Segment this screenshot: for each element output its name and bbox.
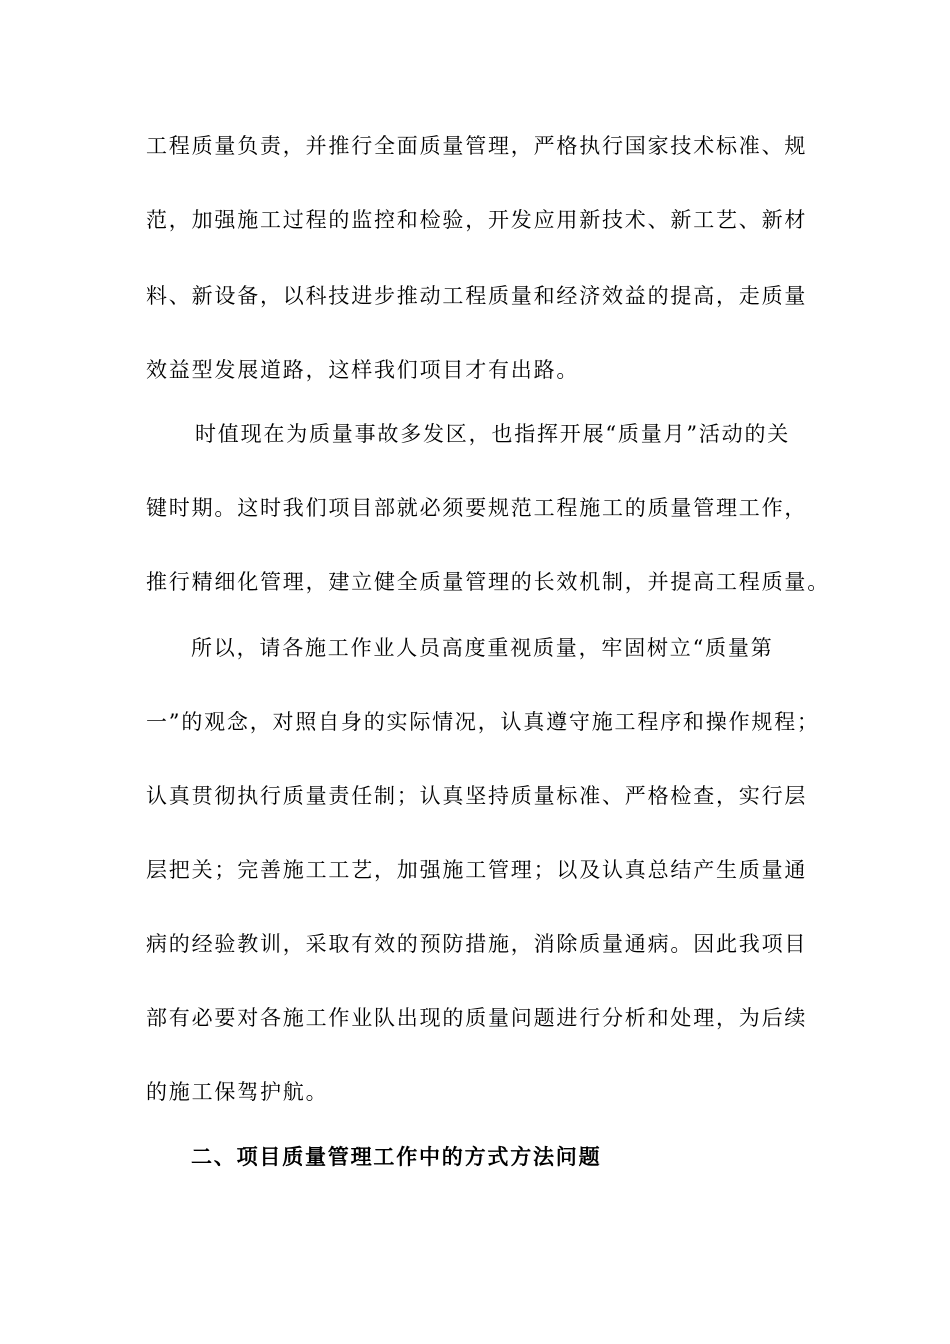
section-heading: 二、项目质量管理工作中的方式方法问题 [191, 1144, 602, 1169]
paragraph-line-5: 时值现在为质量事故多发区，也指挥开展“质量月”活动的关 [195, 422, 791, 446]
paragraph-line-1: 工程质量负责，并推行全面质量管理，严格执行国家技术标准、规 [146, 134, 808, 158]
paragraph-line-11: 层把关；完善施工工艺，加强施工管理；以及认真总结产生质量通 [146, 858, 808, 882]
paragraph-line-6: 键时期。这时我们项目部就必须要规范工程施工的质量管理工作， [146, 496, 808, 520]
paragraph-line-3: 料、新设备，以科技进步推动工程质量和经济效益的提高，走质量 [146, 284, 808, 308]
paragraph-line-4: 效益型发展道路，这样我们项目才有出路。 [146, 358, 580, 382]
paragraph-line-14: 的施工保驾护航。 [146, 1080, 329, 1104]
paragraph-line-9: 一”的观念，对照自身的实际情况，认真遵守施工程序和操作规程； [146, 710, 820, 734]
paragraph-line-13: 部有必要对各施工作业队出现的质量问题进行分析和处理，为后续 [146, 1006, 808, 1030]
paragraph-line-12: 病的经验教训，采取有效的预防措施，消除质量通病。因此我项目 [146, 932, 808, 956]
paragraph-line-2: 范，加强施工过程的监控和检验，开发应用新技术、新工艺、新材 [146, 208, 808, 232]
paragraph-line-8: 所以，请各施工作业人员高度重视质量，牢固树立“质量第 [191, 636, 774, 660]
paragraph-line-10: 认真贯彻执行质量责任制；认真坚持质量标准、严格检查，实行层 [146, 784, 808, 808]
paragraph-line-7: 推行精细化管理，建立健全质量管理的长效机制，并提高工程质量。 [146, 570, 830, 594]
